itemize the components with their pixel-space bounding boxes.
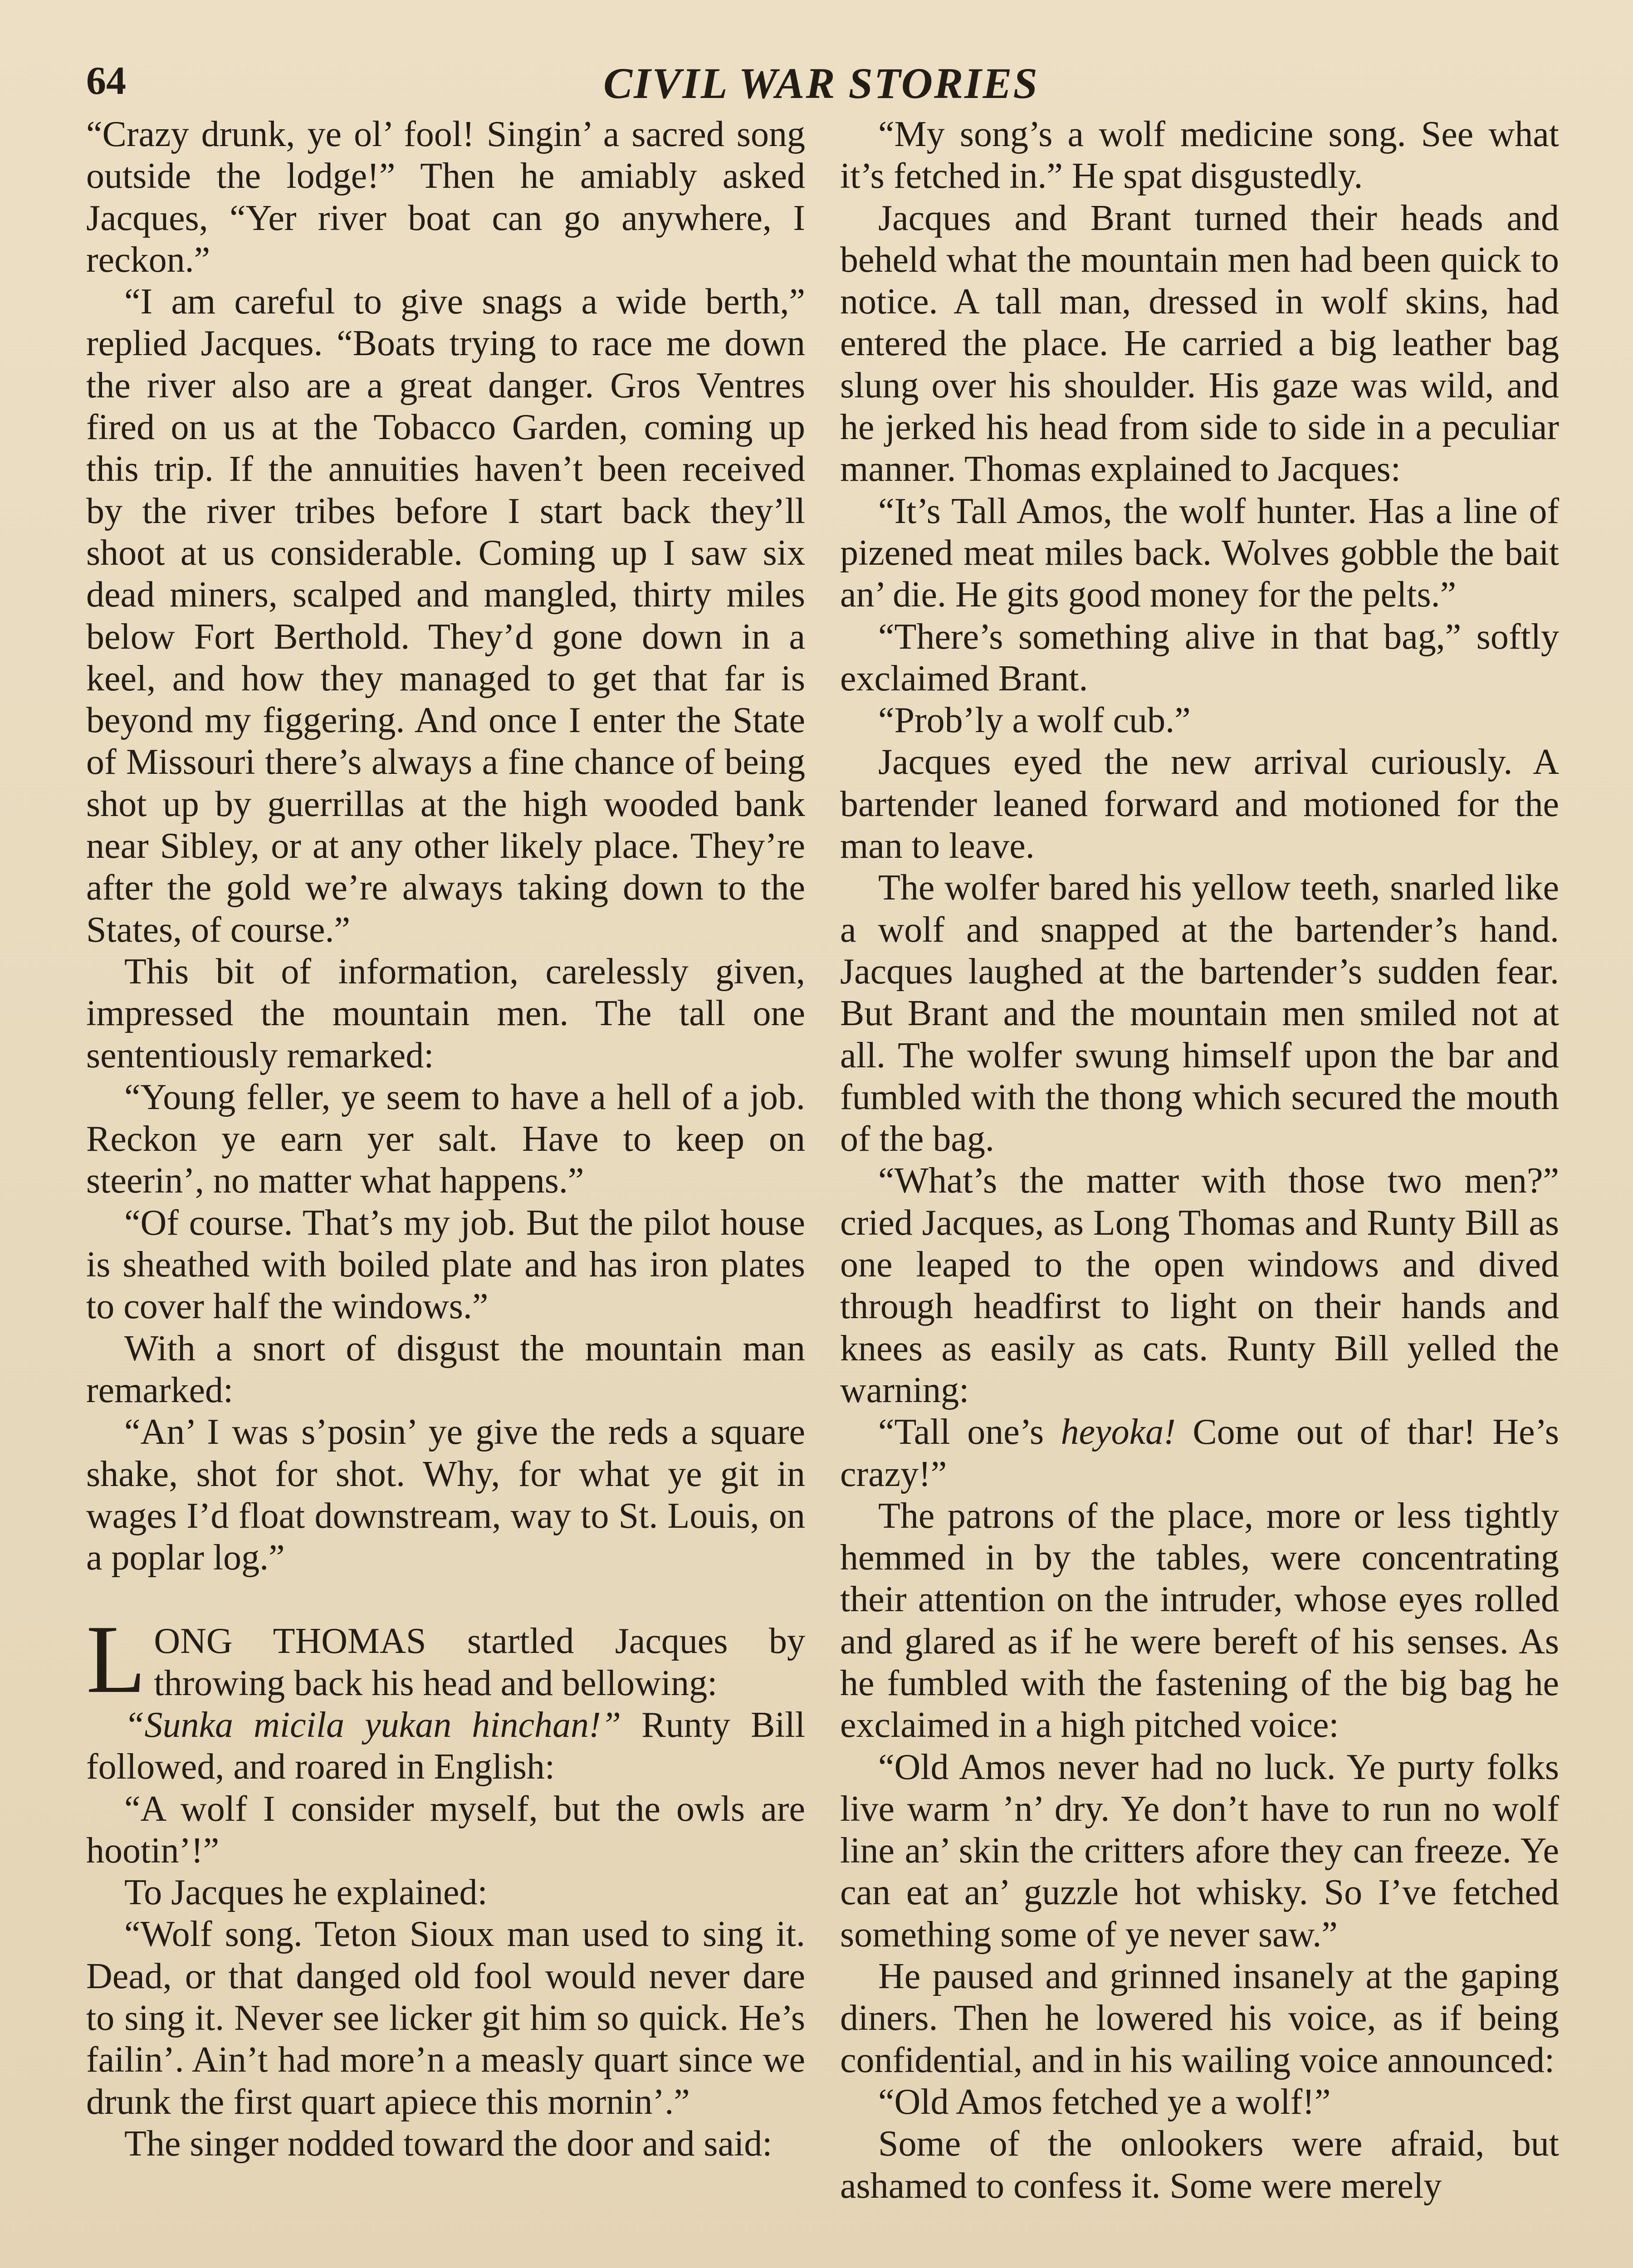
- paragraph: With a snort of disgust the mountain man remarked:: [86, 1328, 805, 1410]
- paragraph: “Of course. That’s my job. But the pilot house is sheathed with boiled plate and has iron plates to cover half the windows.”: [86, 1202, 805, 1327]
- paragraph: “An’ I was s’posin’ ye give the reds a square shake, shot for shot. Why, for what ye git in wages I’d float downstream, way to St. Louis, on a poplar log.”: [86, 1412, 805, 1578]
- paragraph: “Old Amos fetched ye a wolf!”: [878, 2082, 1331, 2122]
- paragraph: “My song’s a wolf medicine song. See what it’s fetched in.” He spat disgustedly.: [840, 114, 1559, 196]
- running-title: CIVIL WAR STORIES: [603, 59, 1039, 108]
- paragraph: Jacques and Brant turned their heads and beheld what the mountain men had been quick to notice. A tall man, dressed in wolf skins, had entered the place. He carried a big leather bag slung over his shoulder. His gaze was wild, and he jerked his head from side to side in a peculiar manner. Thomas explained to Jacques:: [840, 198, 1559, 489]
- section-opening-text: ONG THOMAS startled Jacques by throwing back his head and bellowing:: [154, 1621, 805, 1703]
- heyoka-word: heyoka!: [1061, 1412, 1176, 1452]
- quote-start: “Tall one’s: [878, 1412, 1061, 1452]
- paragraph: “Old Amos never had no luck. Ye purty folks live warm ’n’ dry. Ye don’t have to run no wolf line an’ skin the critters afore they can freeze. Ye can eat an’ guzzle hot whisky. So I’ve fetched something some of ye never saw.”: [840, 1747, 1559, 1955]
- quote-end: Come out of thar! He’s crazy!”: [840, 1412, 1559, 1494]
- paragraph: The singer nodded toward the door and said:: [124, 2123, 772, 2164]
- paragraph: Jacques eyed the new arrival curiously. A bartender leaned forward and motioned for the man to leave.: [840, 742, 1559, 866]
- paragraph: [840, 1411, 1559, 1495]
- right-column: [840, 113, 1559, 2268]
- paragraph: He paused and grinned insanely at the gaping diners. Then he lowered his voice, as if being confidential, and in his wailing voice announced:: [840, 1956, 1559, 2080]
- paragraph: [86, 1704, 805, 1788]
- section-opening-paragraph: [86, 1605, 805, 1714]
- page-header: [86, 58, 1556, 117]
- paragraph: “It’s Tall Amos, the wolf hunter. Has a line of pizened meat miles back. Wolves gobble the bait an’ die. He gits good money for the pelts.”: [840, 491, 1559, 615]
- paragraph: Some of the onlookers were afraid, but ashamed to confess it. Some were merely: [840, 2124, 1559, 2206]
- paragraph: “Young feller, ye seem to have a hell of a job. Reckon ye earn yer salt. Have to keep on steerin’, no matter what happens.”: [86, 1077, 805, 1201]
- paragraph: The patrons of the place, more or less tightly hemmed in by the tables, were concentrating their attention on the intruder, whose eyes rolled and glared as if he were bereft of his senses. As he fumbled with the fastening of the big bag he exclaimed in a high pitched voice:: [840, 1496, 1559, 1745]
- paragraph: The wolfer bared his yellow teeth, snarled like a wolf and snapped at the bartender’s hand. Jacques laughed at the bartender’s sudden fear. But Brant and the mountain men smiled not at all. The wolfer swung himself upon the bar and fumbled with the thong which secured the mouth of the bag.: [840, 868, 1559, 1159]
- paragraph: “A wolf I consider myself, but the owls are hootin’!”: [86, 1789, 805, 1871]
- paragraph: “Prob’ly a wolf cub.”: [878, 700, 1191, 741]
- paragraph: “Crazy drunk, ye ol’ fool! Singin’ a sacred song outside the lodge!” Then he amiably asked Jacques, “Yer river boat can go anywhere, I reckon.”: [86, 114, 805, 280]
- paragraph: “There’s something alive in that bag,” softly exclaimed Brant.: [840, 616, 1559, 699]
- page-number: 64: [86, 59, 126, 103]
- paragraph: “I am careful to give snags a wide berth,” replied Jacques. “Boats trying to race me down the river also are a great danger. Gros Ventres fired on us at the Tobacco Garden, coming up this trip. If the annuities haven’t been received by the river tribes before I start back they’ll shoot at us considerable. Coming up I saw six dead miners, scalped and mangled, thirty miles below Fort Berthold. They’d gone down in a keel, and how they managed to get that far is beyond my figgering. And once I enter the State of Missouri there’s always a fine chance of being shot up by guerrillas at the high wooded bank near Sibley, or at any other likely place. They’re after the gold we’re always taking down to the States, of course.”: [86, 282, 805, 950]
- drop-cap: L: [86, 1605, 146, 1714]
- paragraph: To Jacques he explained:: [124, 1872, 488, 1913]
- paragraph: “Wolf song. Teton Sioux man used to sing it. Dead, or that danged old fool would never dare to sing it. Never see licker git him so quick. He’s failin’. Ain’t had more’n a measly quart since we drunk the first quart apiece this mornin’.”: [86, 1914, 805, 2122]
- lakota-phrase: “Sunka micila yukan hinchan!”: [124, 1705, 621, 1745]
- paragraph: “What’s the matter with those two men?” cried Jacques, as Long Thomas and Runty Bill as one leaped to the open windows and dived through headfirst to light on their hands and knees as easily as cats. Runty Bill yelled the warning:: [840, 1161, 1559, 1410]
- paragraph: This bit of information, carelessly given, impressed the mountain men. The tall one sententiously remarked:: [86, 951, 805, 1075]
- paragraph-continuation: Runty Bill followed, and roared in English:: [86, 1705, 805, 1787]
- left-column: [86, 113, 805, 2268]
